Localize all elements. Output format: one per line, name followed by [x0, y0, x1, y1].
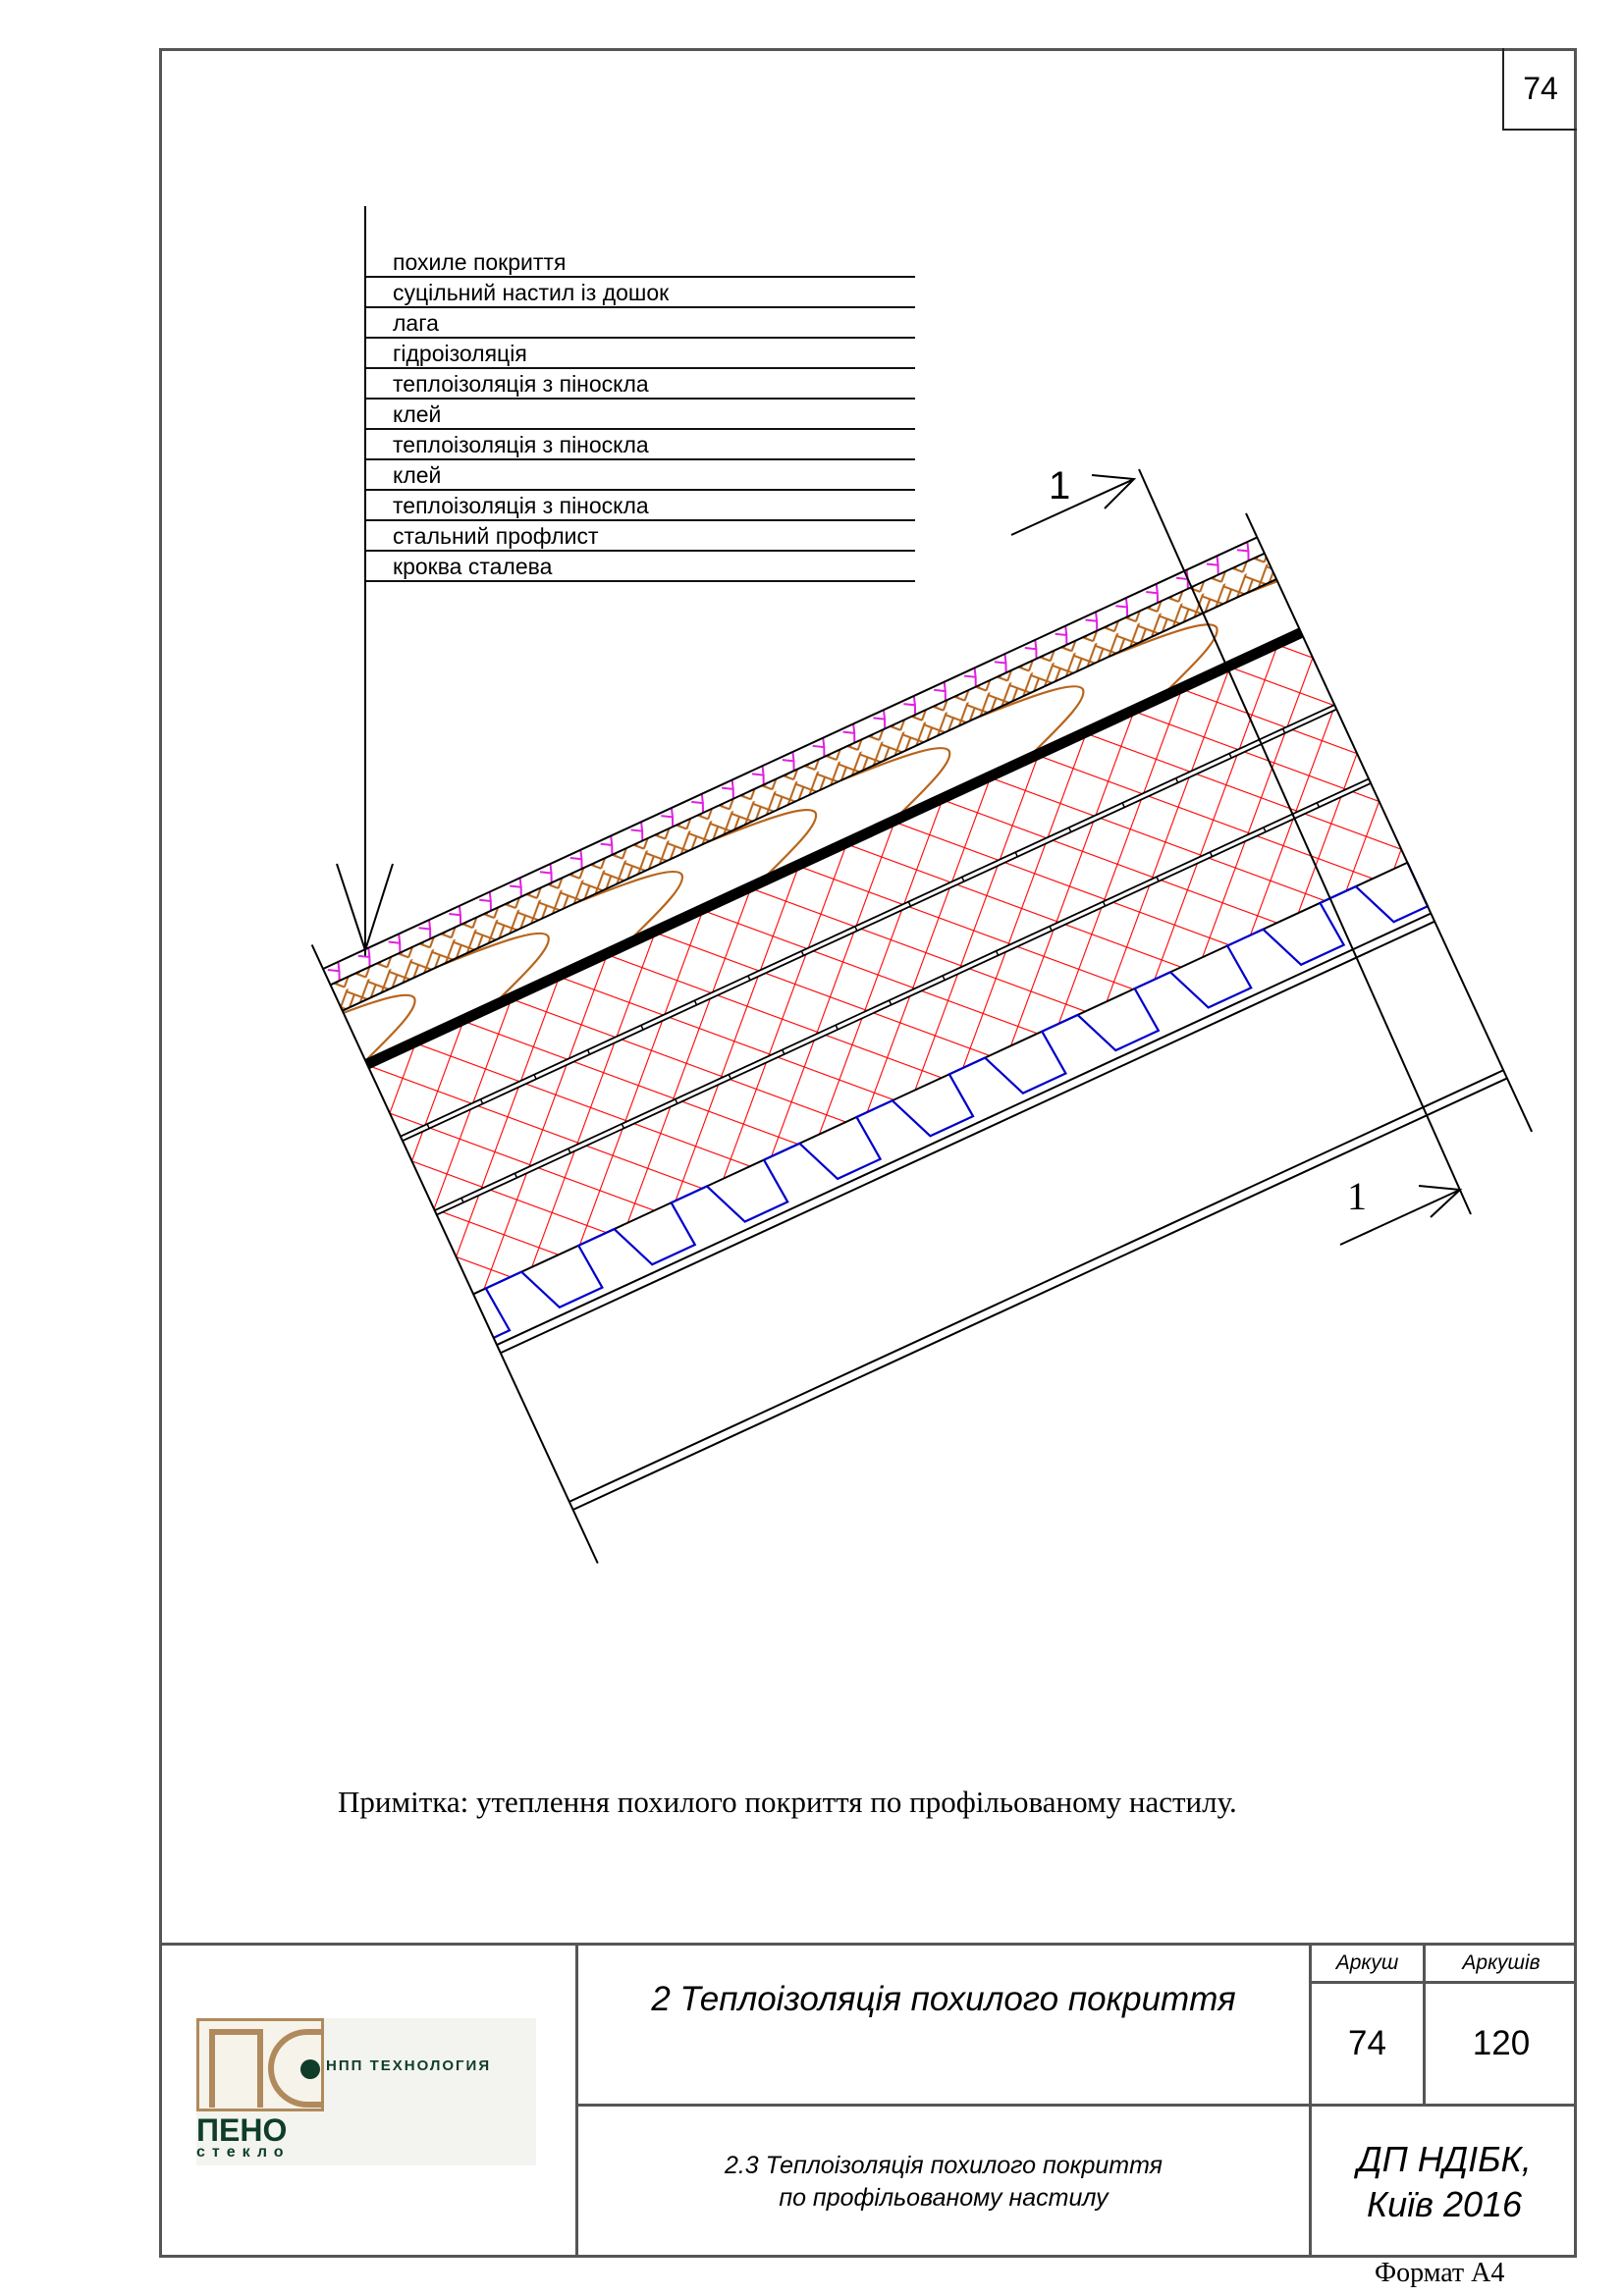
legend-item: клей: [365, 400, 915, 430]
legend-item: теплоізоляція з піноскла: [365, 491, 915, 521]
logo-company: НПП ТЕХНОЛОГИЯ: [326, 2057, 492, 2074]
note-text: Примітка: утеплення похилого покриття по профільованому настилу.: [338, 1785, 1237, 1819]
org-line-1: ДП НДІБК,: [1357, 2139, 1532, 2179]
organization: [1312, 2107, 1577, 2258]
sheet-label: Аркуш: [1335, 1951, 1399, 1974]
insulation-layer-2: [403, 710, 1369, 1210]
subtitle-line-2: по профільованому настилу: [779, 2184, 1109, 2212]
sheets-label: Аркушів: [1462, 1951, 1541, 1974]
sheets-total: 120: [1472, 2024, 1531, 2062]
section-mark-top: 1: [1049, 464, 1071, 507]
legend-item: теплоізоляція з піноскла: [365, 369, 915, 400]
layer-stack: [276, 483, 1597, 1579]
leader-line: [337, 206, 393, 957]
sheet-number: 74: [1348, 2024, 1386, 2062]
company-logo: [196, 2018, 536, 2165]
page-number: 74: [1523, 70, 1558, 106]
legend-item: лага: [365, 308, 915, 339]
logo-brand-top: ПЕНО: [196, 2112, 288, 2148]
org-line-2: Київ 2016: [1366, 2184, 1523, 2224]
legend-item: суцільний настил із дошок: [365, 278, 915, 308]
legend-item: теплоізоляція з піноскла: [365, 430, 915, 460]
paper-format: Формат А4: [1375, 2258, 1505, 2288]
legend-item: стальний профлист: [365, 521, 915, 552]
document-title: 2 Теплоізоляція похилого покриття: [651, 1980, 1236, 2018]
logo-dot-icon: [300, 2059, 320, 2079]
legend-item: гідроізоляція: [365, 339, 915, 369]
section-mark-bottom: 1: [1347, 1174, 1367, 1218]
document-subtitle: [578, 2107, 1309, 2258]
subtitle-line-1: 2.3 Теплоізоляція похилого покриття: [724, 2152, 1163, 2179]
legend-item: похиле покриття: [365, 247, 915, 278]
section-arrow-top: [1011, 479, 1134, 535]
logo-brand-bottom: стекло: [196, 2144, 291, 2161]
legend-item: клей: [365, 460, 915, 491]
legend-item: кроква сталева: [365, 552, 915, 582]
